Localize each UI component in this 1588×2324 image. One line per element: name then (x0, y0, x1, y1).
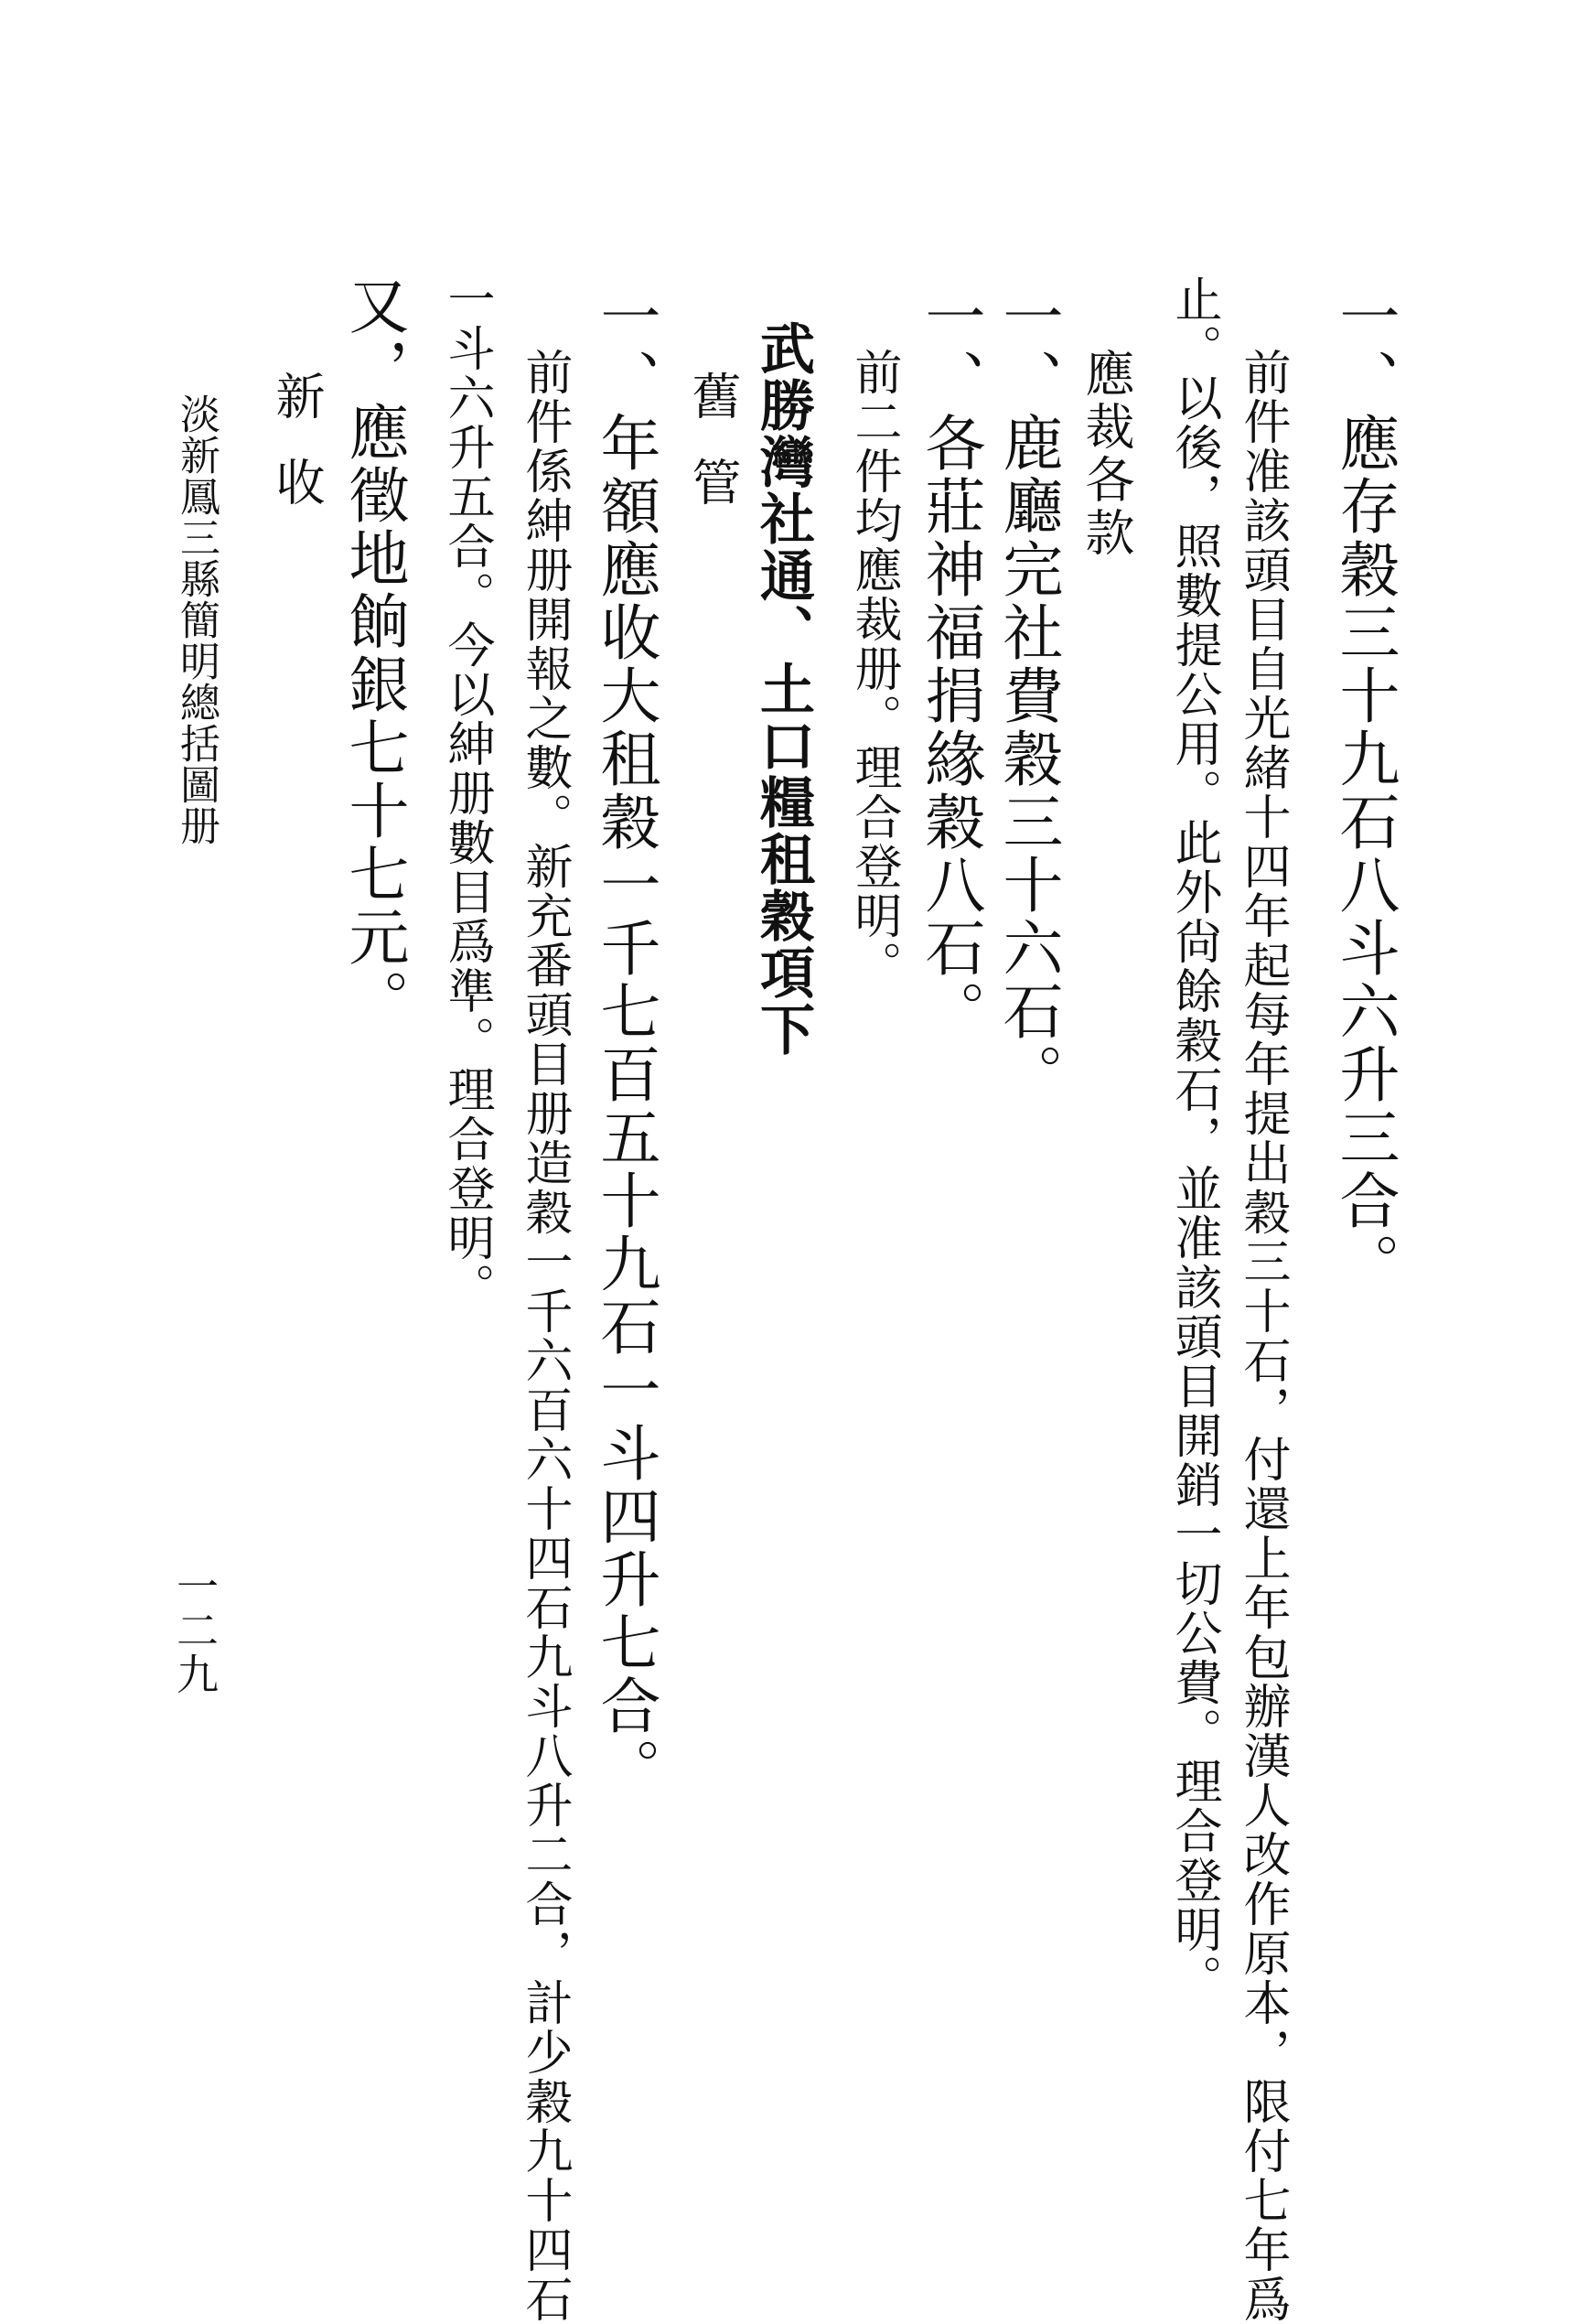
text-column-11: 前件係紳册開報之數。新充番頭目册造穀一千六百六十四石九斗八升二合，計少穀九十四石 (517, 348, 572, 2324)
text-column-5: 一、鹿廳完社費穀三十六石。 (992, 285, 1063, 1106)
text-column-6: 一、各莊神福捐緣穀八石。 (915, 285, 985, 1043)
running-title: 淡新鳳三縣簡明總括圖册 (173, 393, 220, 846)
subheading-new: 新收 (268, 371, 326, 543)
section-heading-cuts: 應裁各款 (1078, 348, 1135, 560)
text-column-12: 一斗六升五合。今以紳册數目爲準。理合登明。 (439, 274, 494, 1312)
text-column-13: 又，應徵地餉銀七十七元。 (338, 274, 409, 1032)
subheading-old: 舊管 (684, 371, 742, 543)
page-number: 一二九 (170, 1565, 220, 1696)
text-column-7: 前二件均應裁册。理合登明。 (846, 348, 901, 990)
text-column-3: 止。以後，照數提公用。此外尙餘穀石，並准該頭目開銷一切公費。理合登明。 (1166, 274, 1221, 2004)
text-column-1: 一、應存穀三十九石八斗六升三合。 (1329, 285, 1400, 1296)
text-column-10: 一、年額應收大租穀一千七百五十九石一斗四升七合。 (590, 285, 660, 1801)
text-column-2: 前件准該頭目自光緒十四年起每年提出穀三十石，付還上年包辦漢人改作原本，限付七年爲 (1235, 348, 1290, 2324)
section-heading-wushengwan: 武勝灣社通、土口糧租穀項下 (751, 320, 815, 1058)
